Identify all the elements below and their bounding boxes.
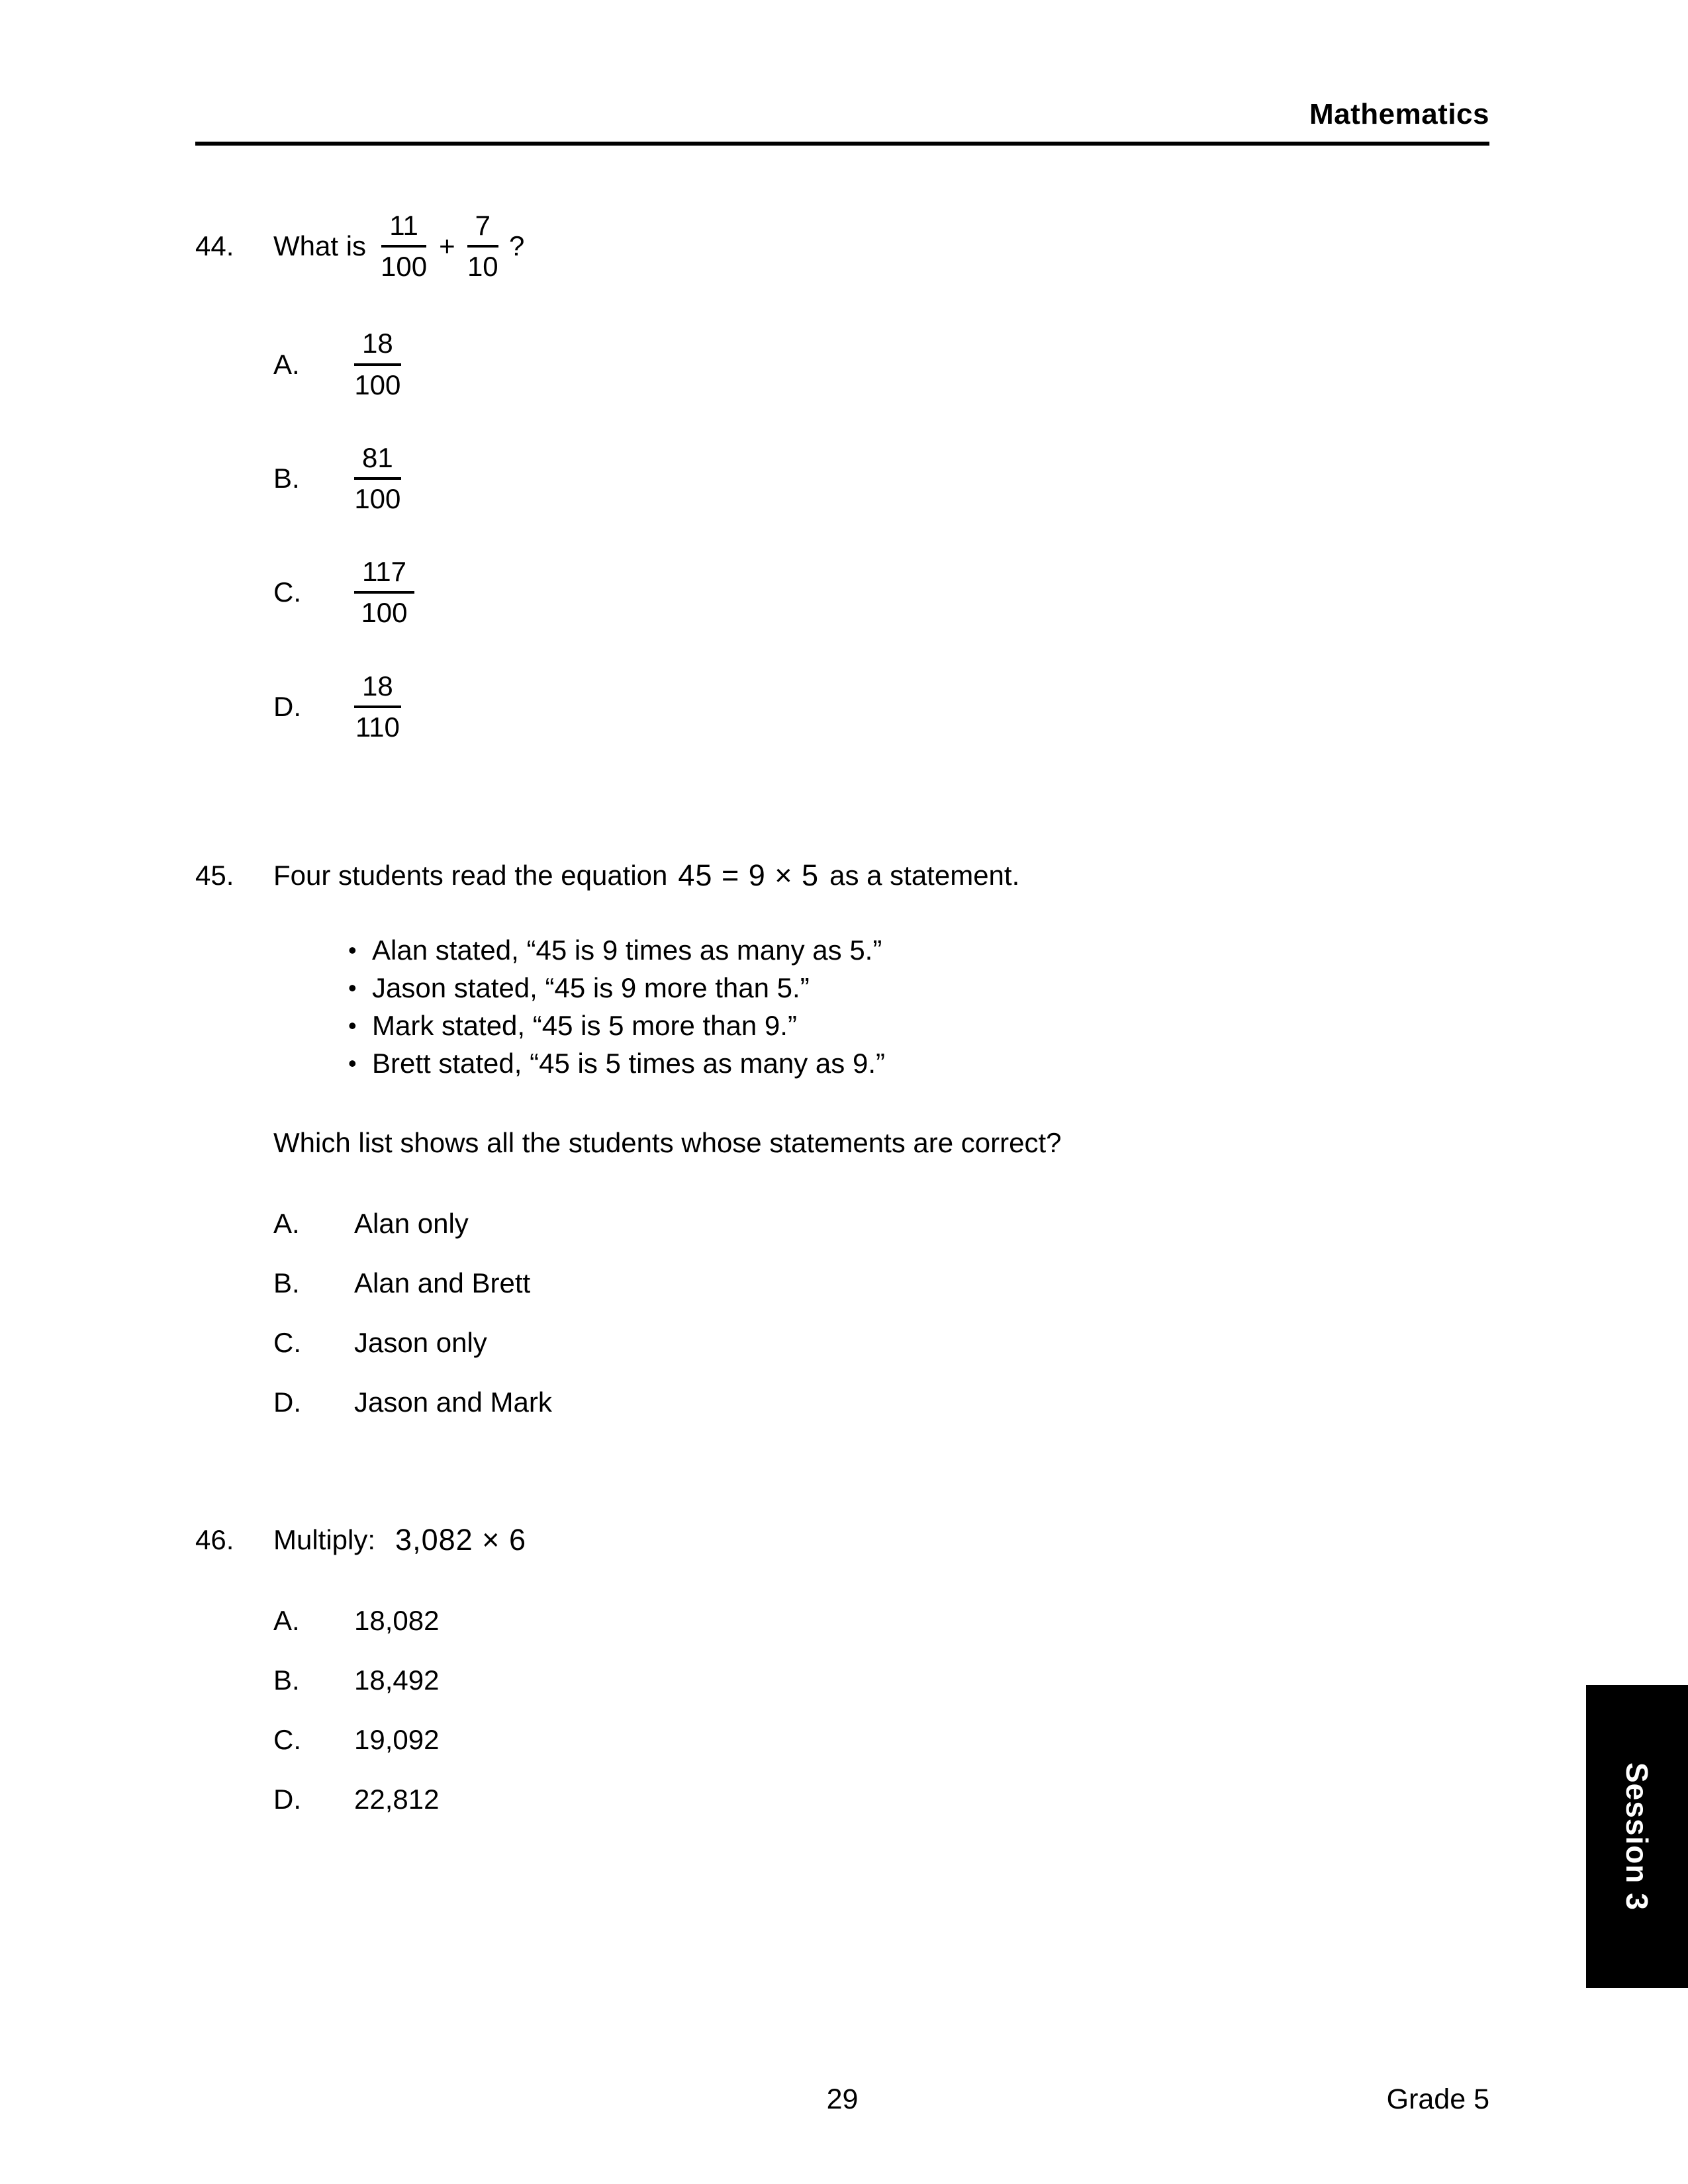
fraction-denominator: 110 (355, 711, 400, 743)
question-45-prompt: Which list shows all the students whose statements are correct? (273, 1126, 1062, 1158)
student-statements-list (348, 931, 1489, 1082)
fraction-denominator: 100 (354, 369, 401, 400)
choice-fraction (354, 671, 401, 743)
choice-fraction (354, 557, 414, 628)
choice-label: D. (273, 1783, 301, 1815)
choice-c (273, 1327, 1489, 1359)
grade-label: Grade 5 (1386, 2083, 1489, 2115)
statement-alan (348, 931, 1489, 969)
choice-text: 18,492 (354, 1664, 440, 1696)
choice-fraction (354, 443, 401, 514)
choice-d (273, 671, 1489, 743)
choice-text: 19,092 (354, 1723, 440, 1755)
choice-label: B. (273, 462, 300, 494)
choice-c (273, 557, 1489, 628)
statement-mark (348, 1007, 1489, 1044)
question-46-number: 46. (195, 1524, 234, 1555)
statement-jason (348, 969, 1489, 1007)
session-tab-label: Session 3 (1620, 1762, 1654, 1911)
choice-label: C. (273, 576, 301, 608)
choice-text: Alan only (354, 1207, 469, 1239)
question-45-stem-text: Four students read the equation (273, 859, 668, 891)
question-44-stem-text: What is (273, 230, 367, 262)
statement-text: • Mark stated, “45 is 5 more than 9.” (372, 1009, 797, 1041)
question-45-choices (273, 1208, 1489, 1418)
subject-title: Mathematics (1309, 98, 1489, 130)
choice-b (273, 443, 1489, 514)
statement-text: • Brett stated, “45 is 5 times as many as 9.” (372, 1047, 885, 1079)
choice-label: A. (273, 1604, 300, 1636)
choice-text: Jason and Mark (354, 1386, 552, 1418)
fraction-numerator: 7 (467, 210, 498, 248)
choice-a (273, 1208, 1489, 1240)
question-46-stem-text: Multiply: (273, 1524, 376, 1555)
choice-label: B. (273, 1267, 300, 1298)
equation-45-equals-9x5: 45 = 9 × 5 (678, 858, 820, 892)
choice-label: C. (273, 1326, 301, 1358)
plus-sign: + (439, 230, 455, 262)
fraction-denominator: 100 (361, 597, 408, 629)
session-tab (1586, 1685, 1688, 1988)
page-content (195, 98, 1489, 1843)
choice-d (273, 1784, 1489, 1815)
choice-text: 22,812 (354, 1783, 440, 1815)
fraction-numerator: 117 (354, 557, 414, 594)
statement-text: • Alan stated, “45 is 9 times as many as 5.” (372, 934, 882, 966)
question-44-number: 44. (195, 230, 234, 262)
header-rule (195, 142, 1489, 146)
fraction-11-100 (381, 210, 427, 282)
fraction-numerator: 18 (354, 328, 401, 365)
question-46 (195, 1523, 1489, 1815)
question-mark: ? (509, 230, 525, 262)
choice-text: 18,082 (354, 1604, 440, 1636)
question-46-stem (195, 1523, 1489, 1557)
question-44-choices (273, 328, 1489, 743)
statement-brett (348, 1044, 1489, 1082)
page-number: 29 (826, 2083, 859, 2115)
fraction-denominator: 100 (354, 482, 401, 514)
fraction-denominator: 100 (381, 251, 428, 283)
choice-b (273, 1267, 1489, 1299)
question-44-stem (195, 210, 1489, 282)
choice-text: Alan and Brett (354, 1267, 531, 1298)
question-45-number: 45. (195, 859, 234, 891)
choice-b (273, 1664, 1489, 1696)
choice-a (273, 328, 1489, 400)
question-45-stem (195, 858, 1489, 893)
choice-fraction (354, 328, 401, 400)
question-46-choices (273, 1605, 1489, 1815)
fraction-numerator: 11 (381, 210, 426, 248)
question-45 (195, 858, 1489, 1418)
fraction-numerator: 81 (354, 443, 401, 480)
fraction-denominator: 10 (467, 251, 498, 283)
choice-c (273, 1724, 1489, 1756)
choice-text: Jason only (354, 1326, 487, 1358)
choice-label: B. (273, 1664, 300, 1696)
multiplication-expression: 3,082 × 6 (395, 1522, 526, 1557)
choice-label: C. (273, 1723, 301, 1755)
page-header (195, 98, 1489, 146)
choice-label: A. (273, 1207, 300, 1239)
question-45-stem-suffix: as a statement. (829, 859, 1020, 891)
choice-label: A. (273, 348, 300, 380)
question-44 (195, 210, 1489, 743)
choice-label: D. (273, 1386, 301, 1418)
choice-a (273, 1605, 1489, 1637)
choice-d (273, 1387, 1489, 1418)
statement-text: • Jason stated, “45 is 9 more than 5.” (372, 972, 810, 1003)
fraction-7-10 (467, 210, 498, 282)
choice-label: D. (273, 690, 301, 722)
fraction-numerator: 18 (354, 671, 401, 708)
